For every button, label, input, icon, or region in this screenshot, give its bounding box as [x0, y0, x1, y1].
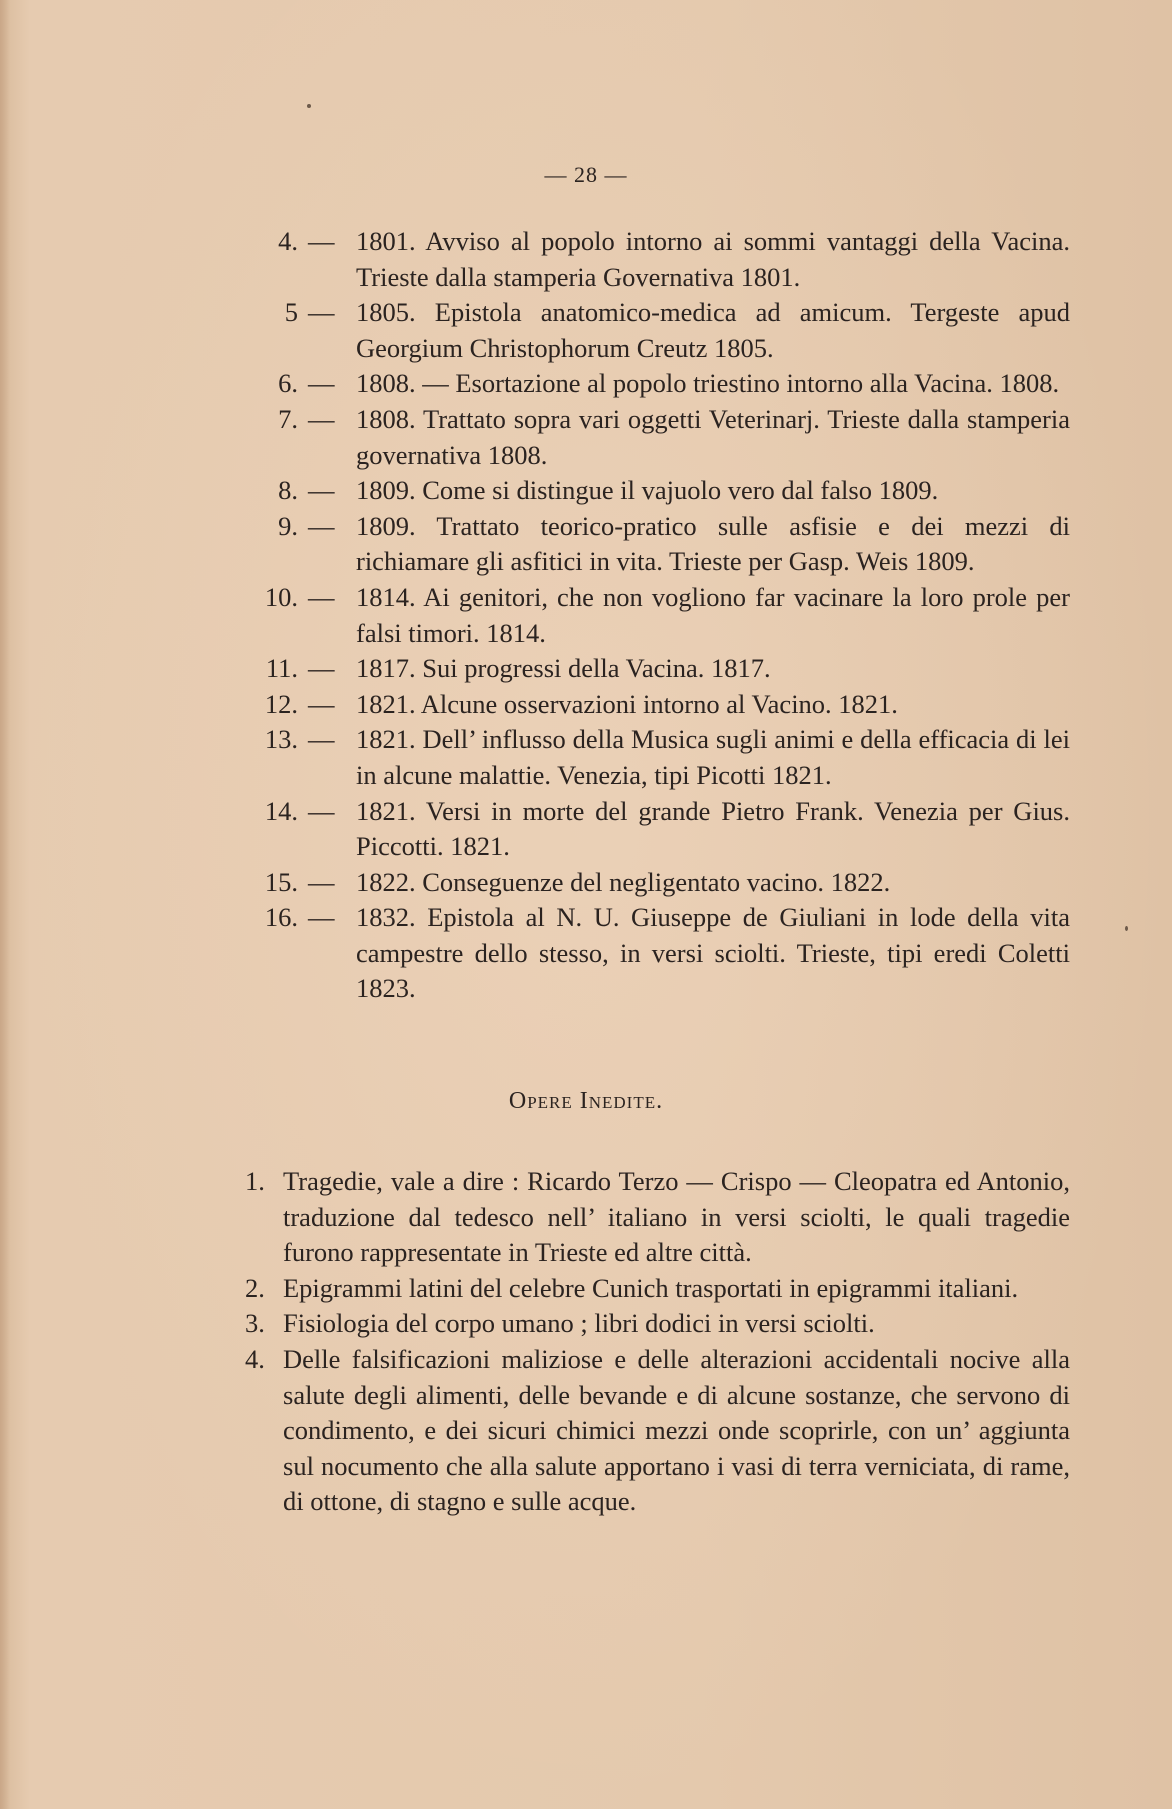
list-item: [240, 900, 1070, 1007]
item-number: 2.: [245, 1272, 265, 1303]
paper-speck: [1125, 926, 1128, 931]
list-item: [240, 295, 1070, 366]
item-dash: —: [308, 403, 335, 434]
list-item: [240, 509, 1070, 580]
item-text: Fisiologia del corpo umano ; libri dodici in versi sciolti.: [283, 1308, 875, 1339]
page-edge-shadow: [0, 0, 10, 1809]
item-number: 15.: [264, 866, 298, 897]
item-number: 9.: [278, 510, 298, 541]
list-item: [245, 1342, 1070, 1520]
list-item: [240, 580, 1070, 651]
item-number: 13.: [264, 724, 298, 755]
item-text: 1821. Versi in morte del grande Pietro Frank. Venezia per Gius. Piccotti. 1821.: [356, 795, 1070, 862]
list-item: [240, 722, 1070, 793]
item-text: 1808. Trattato sopra vari oggetti Veterinarj. Trieste dalla stamperia governativa 1808.: [356, 403, 1070, 470]
unpublished-works-list: [245, 1164, 1070, 1520]
list-item: [245, 1306, 1070, 1342]
item-text: 1817. Sui progressi della Vacina. 1817.: [356, 653, 771, 684]
list-item: [240, 366, 1070, 402]
item-text: Tragedie, vale a dire : Ricardo Terzo — Crispo — Cleopatra ed Antonio, traduzione dal tedesco nell’ italiano in versi sciolti, le quali tragedie furono rappresentate in Trieste ed altre città.: [283, 1166, 1070, 1268]
item-dash: —: [308, 653, 335, 684]
section-heading: Opere Inedite.: [508, 1088, 664, 1114]
item-dash: —: [308, 902, 335, 933]
published-works-list: [240, 224, 1070, 1007]
list-item: [245, 1271, 1070, 1307]
item-text: 1805. Epistola anatomico-medica ad amicum. Tergeste apud Georgium Christophorum Creutz 1805.: [356, 297, 1070, 363]
item-text: 1814. Ai genitori, che non vogliono far vacinare la loro prole per falsi timori. 1814.: [356, 581, 1070, 648]
item-text: 1809. Come si distingue il vajuolo vero dal falso 1809.: [356, 475, 939, 506]
item-dash: —: [308, 688, 335, 719]
list-item: [240, 794, 1070, 865]
item-text: 1832. Epistola al N. U. Giuseppe de Giuliani in lode della vita campestre dello stesso, in versi sciolti. Trieste, tipi eredi Coletti 1823.: [356, 902, 1070, 1004]
item-dash: —: [308, 510, 335, 541]
item-text: Delle falsificazioni maliziose e delle alterazioni accidentali nocive alla salute degli alimenti, delle bevande e di alcune sostanze, che servono di condimento, e dei sicuri chimici mezzi onde scoprirle, con un’ aggiunta sul nocumento che alla salute apportano i vasi di terra verniciata, di rame, di ottone, di stagno e sulle acque.: [283, 1343, 1070, 1517]
item-number: 10.: [264, 581, 298, 612]
item-text: 1808. — Esortazione al popolo triestino intorno alla Vacina. 1808.: [356, 368, 1060, 399]
item-dash: —: [308, 368, 335, 399]
item-text: 1801. Avviso al popolo intorno ai sommi vantaggi della Vacina. Trieste dalla stamperia Governativa 1801.: [356, 226, 1070, 292]
item-dash: —: [308, 297, 335, 328]
item-number: 12.: [264, 688, 298, 719]
item-text: 1822. Conseguenze del negligentato vacino. 1822.: [356, 866, 891, 897]
list-item: [240, 651, 1070, 687]
item-number: 5: [284, 297, 298, 328]
item-number: 4.: [278, 226, 298, 256]
item-text: Epigrammi latini del celebre Cunich trasportati in epigrammi italiani.: [283, 1272, 1019, 1303]
page-number: — 28 —: [544, 162, 628, 187]
item-number: 14.: [264, 795, 298, 826]
item-number: 16.: [264, 902, 298, 933]
item-dash: —: [308, 581, 335, 612]
list-item: [240, 687, 1070, 723]
list-item: [240, 865, 1070, 901]
paper-speck: [307, 104, 311, 108]
item-text: 1821. Dell’ influsso della Musica sugli animi e della efficacia di lei in alcune malattie. Venezia, tipi Picotti 1821.: [356, 724, 1070, 790]
list-item: [245, 1164, 1070, 1271]
item-dash: —: [308, 475, 335, 506]
item-number: 3.: [245, 1308, 265, 1339]
list-item: [240, 402, 1070, 473]
item-dash: —: [308, 866, 335, 897]
item-text: 1821. Alcune osservazioni intorno al Vacino. 1821.: [356, 688, 898, 719]
list-item: [240, 224, 1070, 295]
item-number: 4.: [245, 1343, 265, 1374]
item-dash: —: [308, 226, 335, 256]
item-number: 11.: [265, 653, 298, 684]
item-number: 6.: [278, 368, 298, 399]
item-dash: —: [308, 795, 335, 826]
item-text: 1809. Trattato teorico-pratico sulle asfisie e dei mezzi di richiamare gli asfitici in vita. Trieste per Gasp. Weis 1809.: [356, 510, 1070, 577]
item-number: 8.: [278, 475, 298, 506]
item-dash: —: [308, 724, 335, 755]
list-item: [240, 473, 1070, 509]
item-number: 1.: [245, 1166, 265, 1196]
item-number: 7.: [278, 403, 298, 434]
